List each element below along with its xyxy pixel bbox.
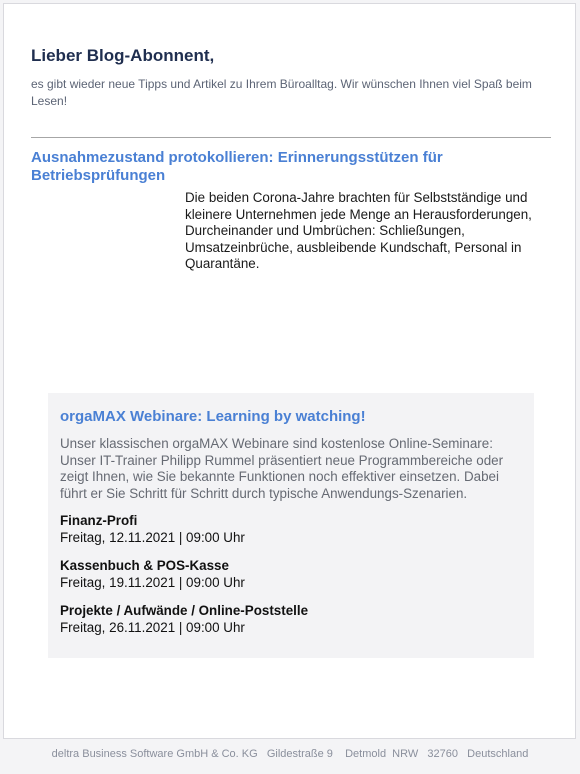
event-name: Kassenbuch & POS-Kasse [60, 558, 229, 573]
intro-text: es gibt wieder neue Tipps und Artikel zu Ihrem Büroalltag. Wir wünschen Ihnen viel Spaß beim Lesen! [31, 77, 532, 108]
greeting-heading: Lieber Blog-Abonnent, [31, 46, 215, 65]
event-date: Freitag, 26.11.2021 | 09:00 Uhr [60, 619, 245, 635]
webinar-box [48, 393, 534, 658]
event-name: Finanz-Profi [60, 513, 138, 528]
webinar-event [60, 558, 522, 591]
divider [31, 137, 551, 138]
event-date: Freitag, 12.11.2021 | 09:00 Uhr [60, 529, 245, 545]
event-date: Freitag, 19.11.2021 | 09:00 Uhr [60, 574, 245, 590]
footer-address: deltra Business Software GmbH & Co. KG Gildestraße 9 Detmold NRW 32760 Deutschland [51, 748, 529, 760]
event-name: Projekte / Aufwände / Online-Poststelle [60, 603, 309, 618]
webinar-description: Unser klassischen orgaMAX Webinare sind kostenlose Online-Seminare: Unser IT-Trainer Philipp Rummel präsentiert neue Programmbereiche oder zeigt Ihnen, wie Sie bekannte Funktionen noch effektiver einsetzen. Dabei führt er Sie Schritt für Schritt durch typische Anwendungs-Szenarien. [60, 436, 504, 501]
webinar-event [60, 513, 522, 546]
email-card [3, 3, 576, 739]
webinar-event [60, 603, 522, 636]
webinar-title: orgaMAX Webinare: Learning by watching! [60, 408, 366, 425]
article-teaser: Die beiden Corona-Jahre brachten für Selbstständige und kleinere Unternehmen jede Menge an Herausforderungen, Durcheinander und Umbrüchen: Schließungen, Umsatzeinbrüche, ausbleibende Kundschaft, Personal in Quarantäne. [185, 190, 532, 271]
article-title-link[interactable]: Ausnahmezustand protokollieren: Erinnerungsstützen für Betriebsprüfungen [31, 149, 443, 184]
